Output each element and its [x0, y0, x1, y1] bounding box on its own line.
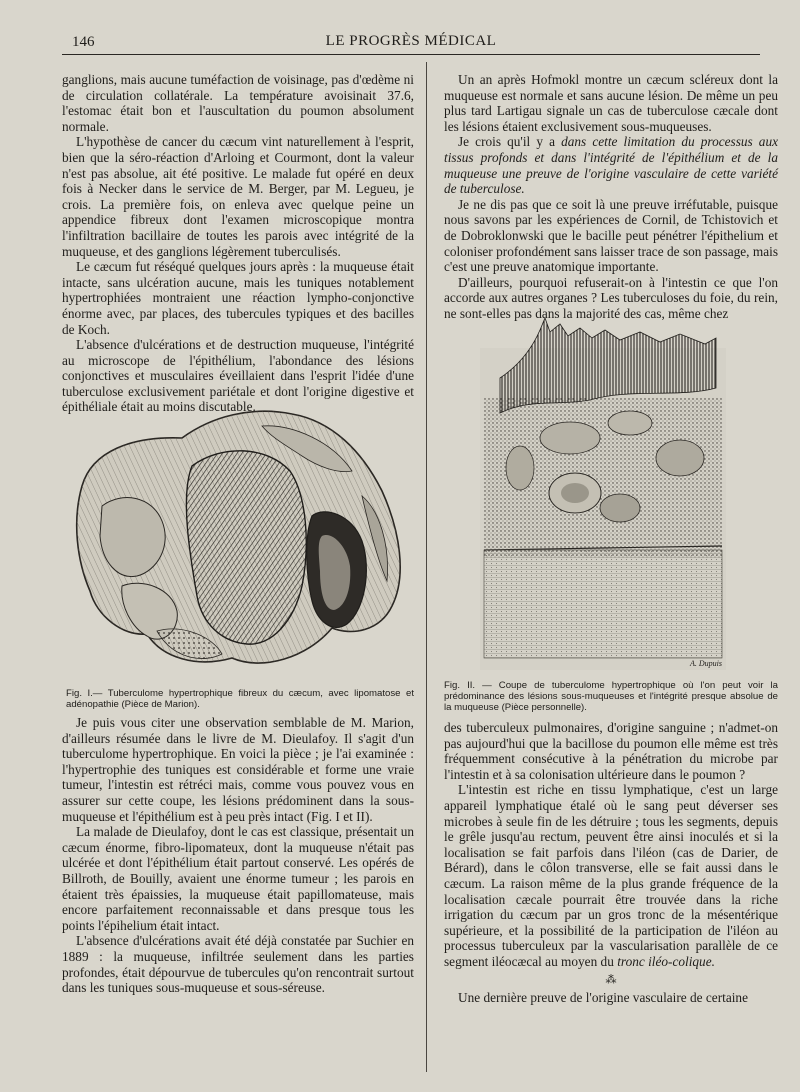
paragraph: des tuberculeux pulmonaires, d'origine sanguine ; n'admet-on pas aujourd'hui que la bacillose du poumon elle même est très fréquemment consécutive à la pénétration du microbe par l'intestin et à sa colonisation ultérieure dans le poumon ?	[444, 720, 778, 782]
paragraph: Le cæcum fut réséqué quelques jours après : la muqueuse était intacte, sans ulcération aucune, mais les tuniques notablement hypertrophiées montraient une réaction lympho-conjonctive énorme avec, par places, des tubercules typiques et des bacilles de Koch.	[62, 259, 414, 337]
paragraph: ganglions, mais aucune tuméfaction de voisinage, pas d'œdème ni de circulation collatérale. La température avoisinait 37.6, l'estomac était bon et l'auscultation du poumon absolument normale.	[62, 72, 414, 134]
paragraph: Je ne dis pas que ce soit là une preuve irréfutable, puisque nous savons par les expériences de Cornil, de Tchistovich et de Dobroklonwski que le bacille peut pénétrer l'épithelium et coloniser profondément sans laisser trace de son passage, mais c'est une preuve anatomique importante.	[444, 196, 778, 275]
section-separator: ⁂	[605, 973, 617, 986]
italic-passage: dans cette limitation du processus aux tissus profonds et dans l'intégrité de l'épithélium et de la muqueuse une preuve de l'origine vasculaire de cette variété de tuberculose.	[444, 134, 778, 197]
paragraph	[444, 782, 778, 969]
figure-1-caption: Fig. I.— Tuberculome hypertrophique fibreux du cæcum, avec lipomatose et adénopathie (Pièce de Marion).	[66, 688, 414, 710]
paragraph-text: L'intestin est riche en tissu lymphatique, c'est un large appareil lymphatique étalé où le sang peut déverser ses microbes à seule fin de les détruire ; tous les segments, depuis le grêle jusqu'au rectum, peuvent être ainsi inoculés et si la localisation se fait parfois dans l'iléon (cas de Darier, de Bérard), dans le côlon transverse, elle se fait aussi dans le cæcum. La raison même de la plus grande fréquence de la localisation cæcale pourrait être trouvée dans la riche irrigation du cæcum par un gros tronc de la mésentérique supérieure, et la possibilité de la participation de l'iléon au processus tuberculeux par la vascularisation parallèle de ce segment iléocæcal au moyen du	[444, 782, 778, 969]
column-divider	[426, 62, 427, 1072]
paragraph: La malade de Dieulafoy, dont le cas est classique, présentait un cæcum énorme, fibro-lipomateux, dont la muqueuse n'était pas ulcérée et dont l'épithélium était partout conservé. Les opérés de Billroth, de Bouilly, avaient une énorme tumeur ; les parois en étaient très épaissies, la muqueuse était papillomateuse, mais encore parfaitement reconnaissable et dans presque tous les points l'épihelium était intact.	[62, 824, 414, 933]
page-header	[62, 30, 760, 55]
figure-2-caption: Fig. II. — Coupe de tuberculome hypertrophique où l'on peut voir la prédominance des lésions sous-muqueuses et l'intégrité presque absolue de la muqueuse (Pièce personnelle).	[444, 680, 778, 713]
paragraph: L'hypothèse de cancer du cæcum vint naturellement à l'esprit, bien que la séro-réaction d'Arloing et Courmont, dont la valeur n'est pas absolue, ait été positive. Le malade fut opéré en deux fois à Necker dans le service de M. Berger, par M. Legueu, je crois. La première fois, on enleva avec quelque peine un appendice fibreux dont l'examen microscopique montra l'infiltration bacillaire de toutes les parois avec intégrité de la muqueuse, et des ganglions légèrement tuberculisés.	[62, 134, 414, 259]
paragraph: Je puis vous citer une observation semblable de M. Marion, d'ailleurs résumée dans le livre de M. Dieulafoy. Il s'agit d'un tuberculome hypertrophique. En voici la pièce ; je l'ai examinée : l'hypertrophie des tuniques est considérable et forme une vraie tumeur, l'intestin est rétréci mais, comme vous pouvez vous en assurer sur cette coupe, les lésions prédominent dans la sous-muqueuse et l'épithélium est à peu près intact (Fig. I et II).	[62, 715, 414, 824]
right-column-top	[444, 72, 778, 322]
italic-passage: tronc iléo-colique.	[617, 953, 715, 969]
left-column-top	[62, 72, 414, 415]
paragraph: D'ailleurs, pourquoi refuserait-on à l'intestin ce que l'on accorde aux autres organes ? Les tuberculoses du foie, du rein, ne sont-elles pas dans la majorité des cas, même chez	[444, 274, 778, 321]
left-column-bottom	[62, 715, 414, 996]
paragraph: L'absence d'ulcérations avait été déjà constatée par Suchier en 1889 : la muqueuse, infiltrée seulement dans les parties profondes, était dépourvue de tubercules qu'on rencontrait surtout dans les tuniques sous-muqueuse et sous-séreuse.	[62, 933, 414, 996]
paragraph: Un an après Hofmokl montre un cæcum scléreux dont la muqueuse est normale et sans aucune lésion. De même un peu plus tard Lartigau signale un cas de tuberculose cæcale dont les lésions étaient exclusivement sous-muqueuses.	[444, 72, 778, 134]
paragraph-lead: Je crois qu'il y a	[458, 134, 562, 150]
page-number: 146	[72, 34, 95, 50]
figure-2-illustration	[480, 318, 726, 670]
paragraph: L'absence d'ulcérations et de destruction muqueuse, l'intégrité au microscope de l'épithélium, l'abondance des lésions conjonctives et musculaires éveillaient dans l'esprit l'idée d'une tuberculose exclusivement pariétale et dont l'origine digestive et épithéliale était au moins discutable.	[62, 337, 414, 415]
engraver-signature: A. Dupuis	[690, 659, 722, 668]
journal-title: LE PROGRÈS MÉDICAL	[325, 33, 497, 49]
figure-1-illustration	[62, 396, 414, 678]
paragraph: Une dernière preuve de l'origine vasculaire de certaine	[458, 989, 748, 1005]
right-column-bottom	[444, 720, 778, 1005]
paragraph	[444, 134, 778, 196]
